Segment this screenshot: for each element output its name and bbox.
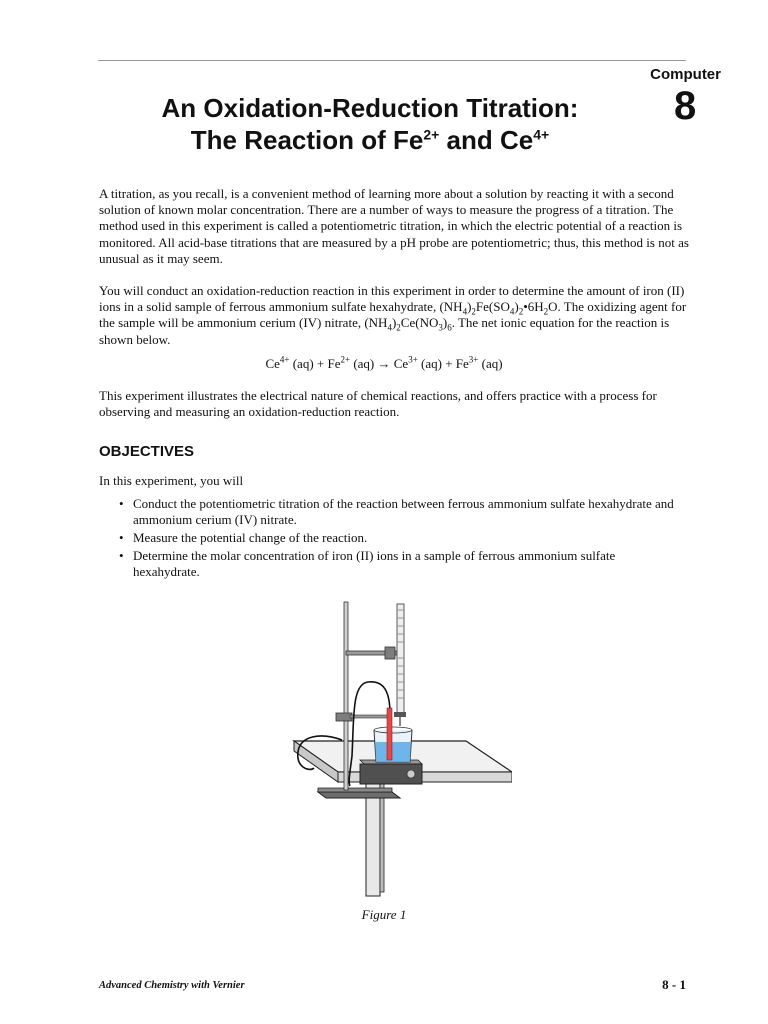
footer-book-title: Advanced Chemistry with Vernier [99,980,245,991]
objectives-heading: OBJECTIVES [99,443,195,460]
intro-paragraph-2: You will conduct an oxidation-reduction reaction in this experiment in order to determine the amount of iron (II) ions in a solid sample of ferrous ammonium sulfate hexahydrate, $(NH_4)_2Fe(SO_4)_2•6H_2O$. The oxidizing agent for the sample will be ammonium cerium (IV) nitrate, $(NH_4)_2Ce(NO_3)_6$. The net ionic equation for the reaction is shown below. [99,283,687,347]
bullet: • [119,496,124,511]
ce-charge: 4+ [533,126,550,143]
titration-setup-illustration [280,596,512,900]
stirrer-knob [407,770,415,778]
page-title [90,92,650,156]
bullet: • [119,548,124,563]
objectives-list [118,496,678,582]
title-line-1: An Oxidation-Reduction Titration: [161,93,579,123]
stopcock [394,712,406,717]
intro-paragraph-3: This experiment illustrates the electrical nature of chemical reactions, and offers practice with a process for observing and measuring an oxidation-reduction reaction. [99,388,657,420]
stand-base [318,792,400,798]
experiment-number: 8 [674,84,697,128]
list-item: • Conduct the potentiometric titration of the reaction between ferrous ammonium sulfate hexahydrate and ammonium cerium (IV) nitrate. [119,496,674,527]
electrode [387,708,392,760]
stand-rod [344,602,348,790]
title-line-2: The Reaction of $Fe^{2+}$ and $Ce^{4+}$ [190,125,550,155]
burette [397,604,404,716]
objectives-intro: In this experiment, you will [99,473,244,488]
list-item: • Measure the potential change of the reaction. [119,530,368,545]
header-rule [98,60,686,61]
computer-label: Computer [650,66,721,83]
fe-charge: 2+ [423,126,440,143]
intro-paragraph-1: A titration, as you recall, is a convenient method of learning more about a solution by reacting it with a second solution of known molar concentration. There are a number of ways to measure the progress of a titration. The method used in this experiment is called a potentiometric titration, in which the electric potential of a reaction is monitored. All acid-base titrations that are measured by a pH probe are potentiometric; thus, this method is not as unusual as it may seem. [99,186,689,266]
list-item: • Determine the molar concentration of iron (II) ions in a sample of ferrous ammonium sulfate hexahydrate. [119,548,616,579]
figure-caption: Figure 1 [361,907,407,922]
footer-page-number: 8 - 1 [662,977,686,992]
beaker-solution [375,742,411,762]
net-ionic-equation: $Ce^{4+}$ $(aq) + Fe^{2+}$ $(aq) \to Ce^{3+}$ $(aq) + Fe^{3+}$ (aq) [265,354,503,371]
probe-clamp [336,713,352,721]
table-leg [366,782,380,896]
bullet: • [119,530,124,545]
clamp-holder [385,647,395,659]
